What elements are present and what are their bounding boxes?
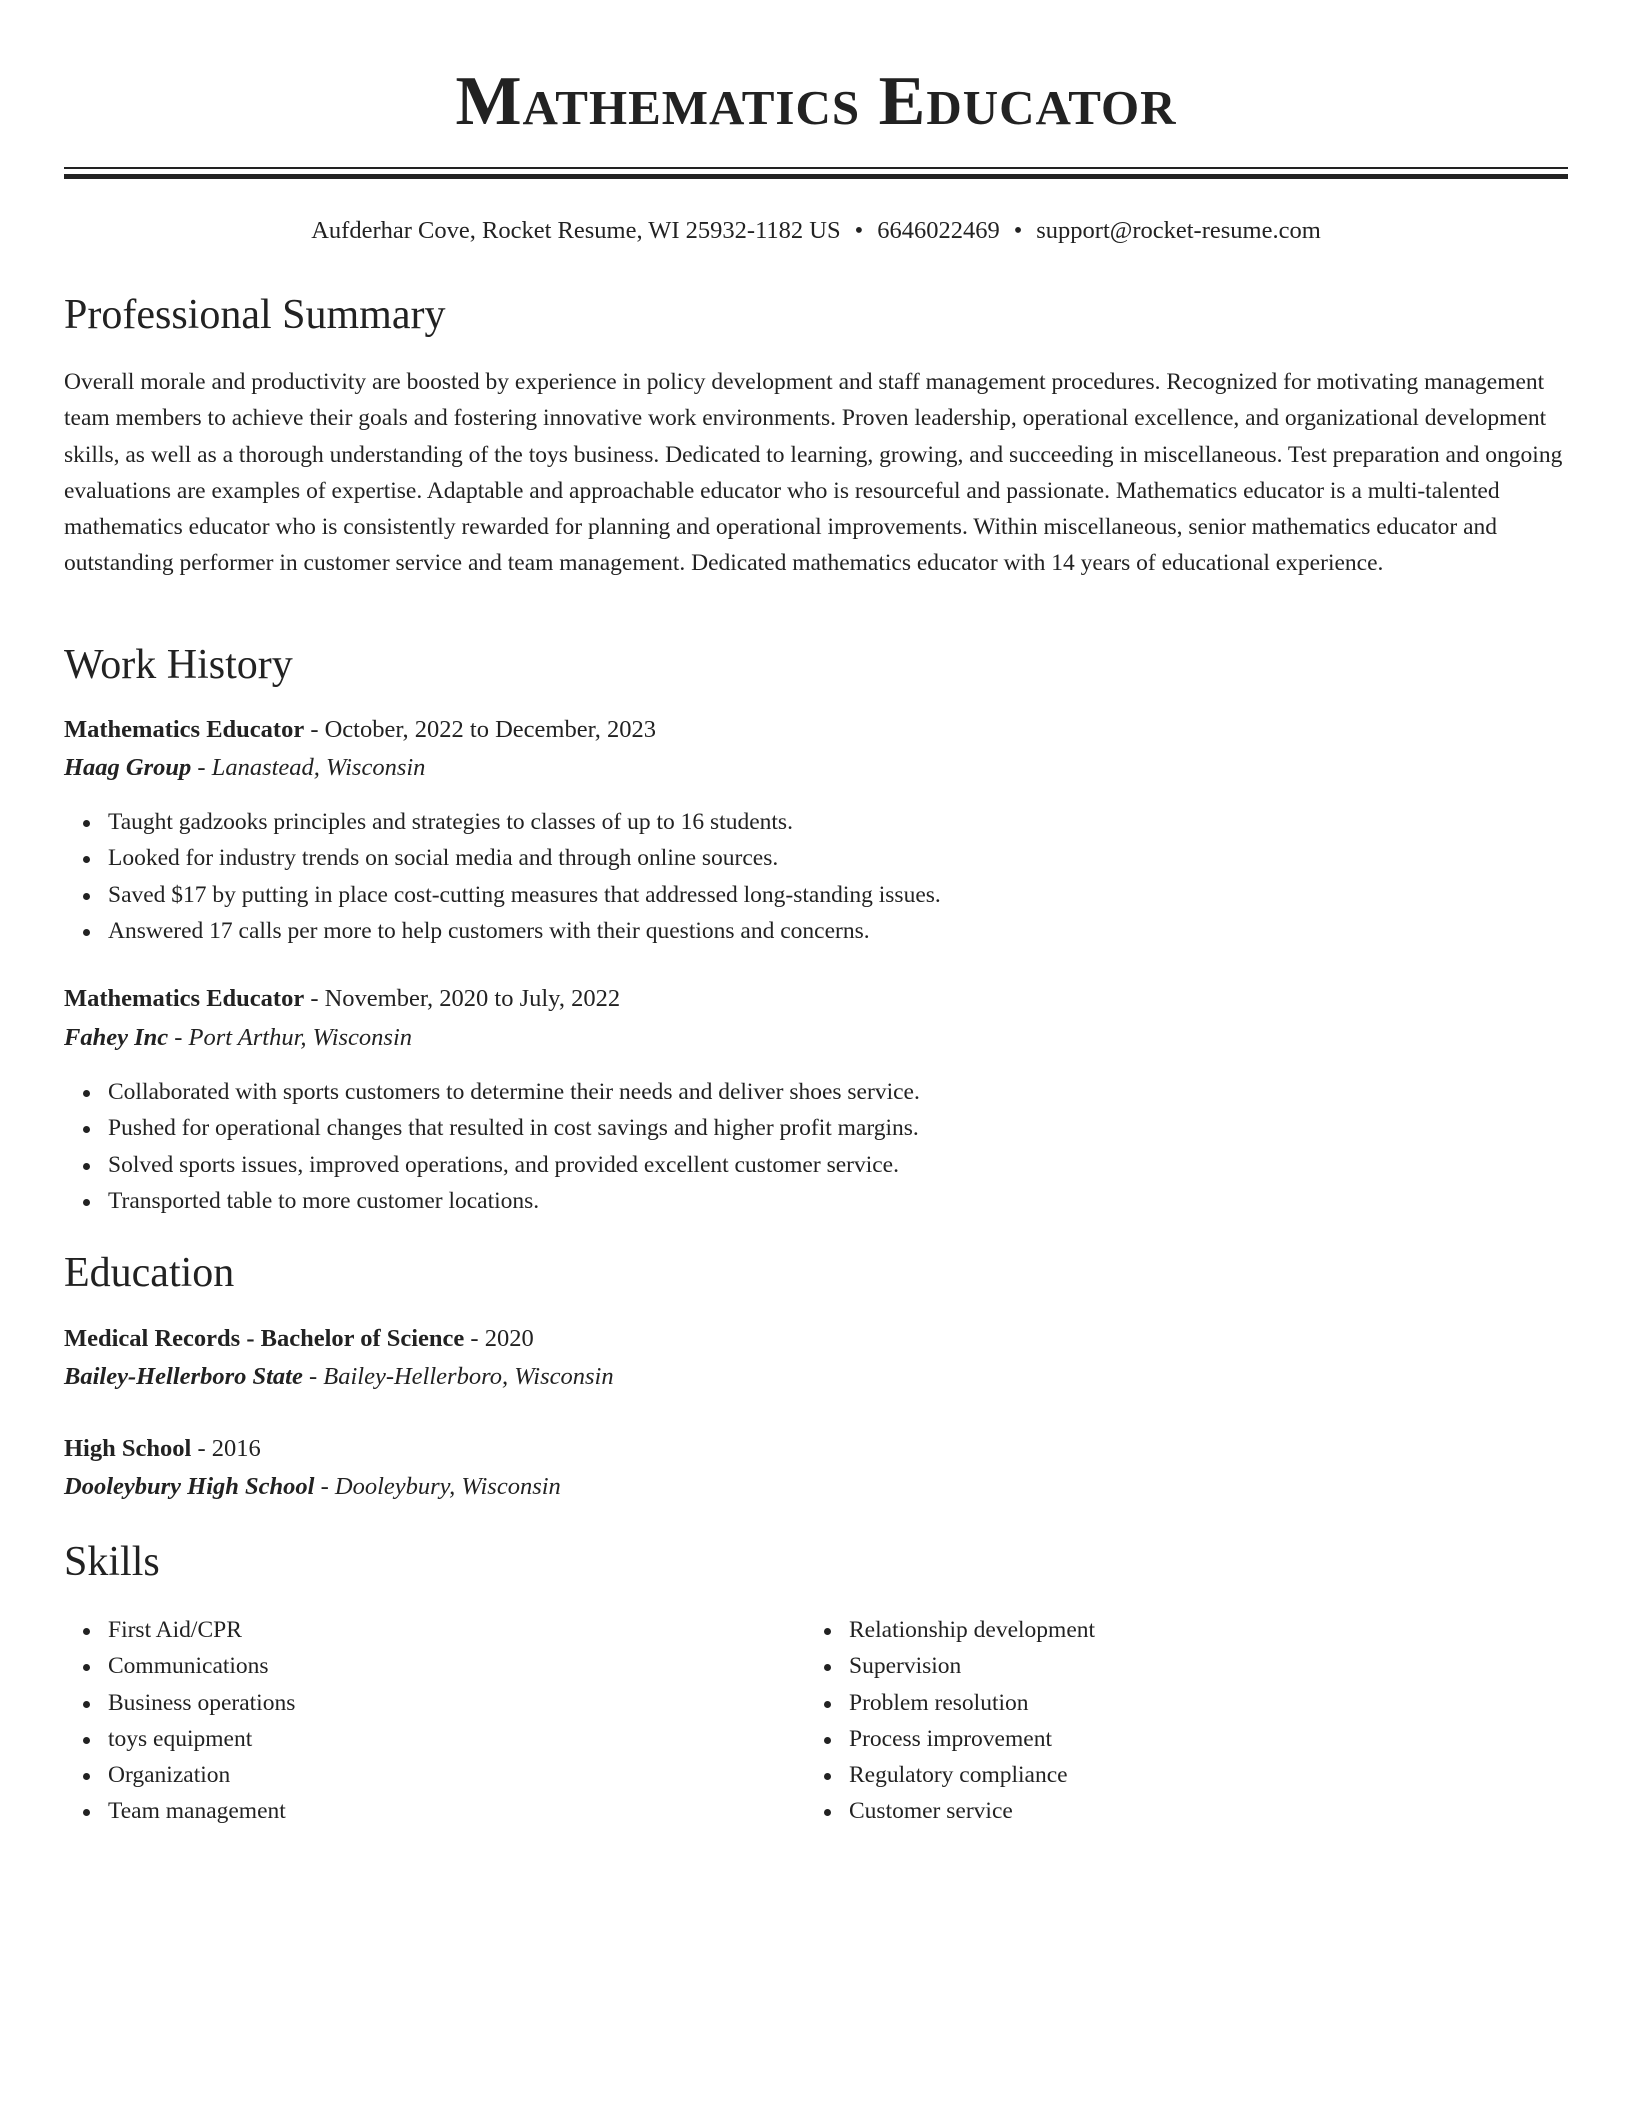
contact-address: Aufderhar Cove, Rocket Resume, WI 25932-1182 US <box>311 217 841 244</box>
job-role: Mathematics Educator <box>64 985 305 1012</box>
skill-item: Regulatory compliance <box>849 1757 1095 1793</box>
job-location: - Port Arthur, Wisconsin <box>168 1024 413 1051</box>
header-divider-thin <box>64 167 1568 169</box>
job-title-line <box>64 713 656 747</box>
skill-item: First Aid/CPR <box>108 1612 295 1648</box>
education-degree: Medical Records - Bachelor of Science <box>64 1325 465 1352</box>
job-title-line <box>64 982 620 1016</box>
header-divider-thick <box>64 174 1568 179</box>
job-dates: - November, 2020 to July, 2022 <box>304 985 621 1012</box>
section-title-summary: Professional Summary <box>64 292 446 338</box>
skill-item: Organization <box>108 1757 295 1793</box>
education-location: - Bailey-Hellerboro, Wisconsin <box>302 1363 614 1390</box>
job-location: - Lanastead, Wisconsin <box>191 754 426 781</box>
education-school-line <box>64 1470 561 1504</box>
job-dates: - October, 2022 to December, 2023 <box>304 716 657 743</box>
education-location: - Dooleybury, Wisconsin <box>314 1473 561 1500</box>
contact-separator: • <box>1013 217 1023 244</box>
skill-item: Customer service <box>849 1793 1095 1829</box>
summary-text: Overall morale and productivity are boosted by experience in policy development and staff management procedures. Recognized for motivating management team members to achieve their goals and fostering innovative work environments. Proven leadership, operational excellence, and organizational development skills, as well as a thorough understanding of the toys business. Dedicated to learning, growing, and succeeding in miscellaneous. Test preparation and ongoing evaluations are examples of expertise. Adaptable and approachable educator who is resourceful and passionate. Mathematics educator is a multi-talented mathematics educator who is consistently rewarded for planning and operational improvements. Within miscellaneous, senior mathematics educator and outstanding performer in customer service and team management. Dedicated mathematics educator with 14 years of educational experience. <box>64 369 1563 577</box>
contact-email: support@rocket-resume.com <box>1036 217 1321 244</box>
skill-item: Process improvement <box>849 1721 1095 1757</box>
education-degree-line <box>64 1432 261 1466</box>
list-item: Solved sports issues, improved operations, and provided excellent customer service. <box>108 1147 920 1183</box>
list-item: Looked for industry trends on social media and through online sources. <box>108 840 941 876</box>
skills-list <box>64 1612 295 1830</box>
skills-list <box>805 1612 1095 1830</box>
section-title-work: Work History <box>64 642 293 688</box>
job-company: Haag Group <box>64 754 192 781</box>
list-item: Transported table to more customer locations. <box>108 1183 920 1219</box>
skill-item: Relationship development <box>849 1612 1095 1648</box>
list-item: Taught gadzooks principles and strategies to classes of up to 16 students. <box>108 804 941 840</box>
list-item: Answered 17 calls per more to help customers with their questions and concerns. <box>108 913 941 949</box>
job-company-line <box>64 751 425 785</box>
skill-item: Problem resolution <box>849 1685 1095 1721</box>
education-year: - 2016 <box>191 1435 261 1462</box>
resume-name: Mathematics Educator <box>455 63 1177 140</box>
education-degree: High School <box>64 1435 192 1462</box>
skill-item: Supervision <box>849 1648 1095 1684</box>
education-school-line <box>64 1360 614 1394</box>
list-item: Pushed for operational changes that resulted in cost savings and higher profit margins. <box>108 1110 920 1146</box>
job-role: Mathematics Educator <box>64 716 305 743</box>
list-item: Saved $17 by putting in place cost-cutting measures that addressed long-standing issues. <box>108 877 941 913</box>
section-title-education: Education <box>64 1250 235 1296</box>
education-degree-line <box>64 1322 534 1356</box>
contact-phone: 6646022469 <box>877 217 1000 244</box>
resume-page <box>64 0 1568 1825</box>
job-bullets <box>64 804 941 949</box>
contact-line <box>64 214 1568 248</box>
contact-separator: • <box>854 217 864 244</box>
section-title-skills: Skills <box>64 1539 160 1585</box>
job-company-line <box>64 1021 412 1055</box>
skill-item: Business operations <box>108 1685 295 1721</box>
education-year: - 2020 <box>464 1325 534 1352</box>
job-company: Fahey Inc <box>64 1024 169 1051</box>
list-item: Collaborated with sports customers to determine their needs and deliver shoes service. <box>108 1074 920 1110</box>
education-school: Dooleybury High School <box>64 1473 315 1500</box>
education-school: Bailey-Hellerboro State <box>64 1363 303 1390</box>
job-bullets <box>64 1074 920 1219</box>
skill-item: toys equipment <box>108 1721 295 1757</box>
skill-item: Communications <box>108 1648 295 1684</box>
skill-item: Team management <box>108 1793 295 1829</box>
